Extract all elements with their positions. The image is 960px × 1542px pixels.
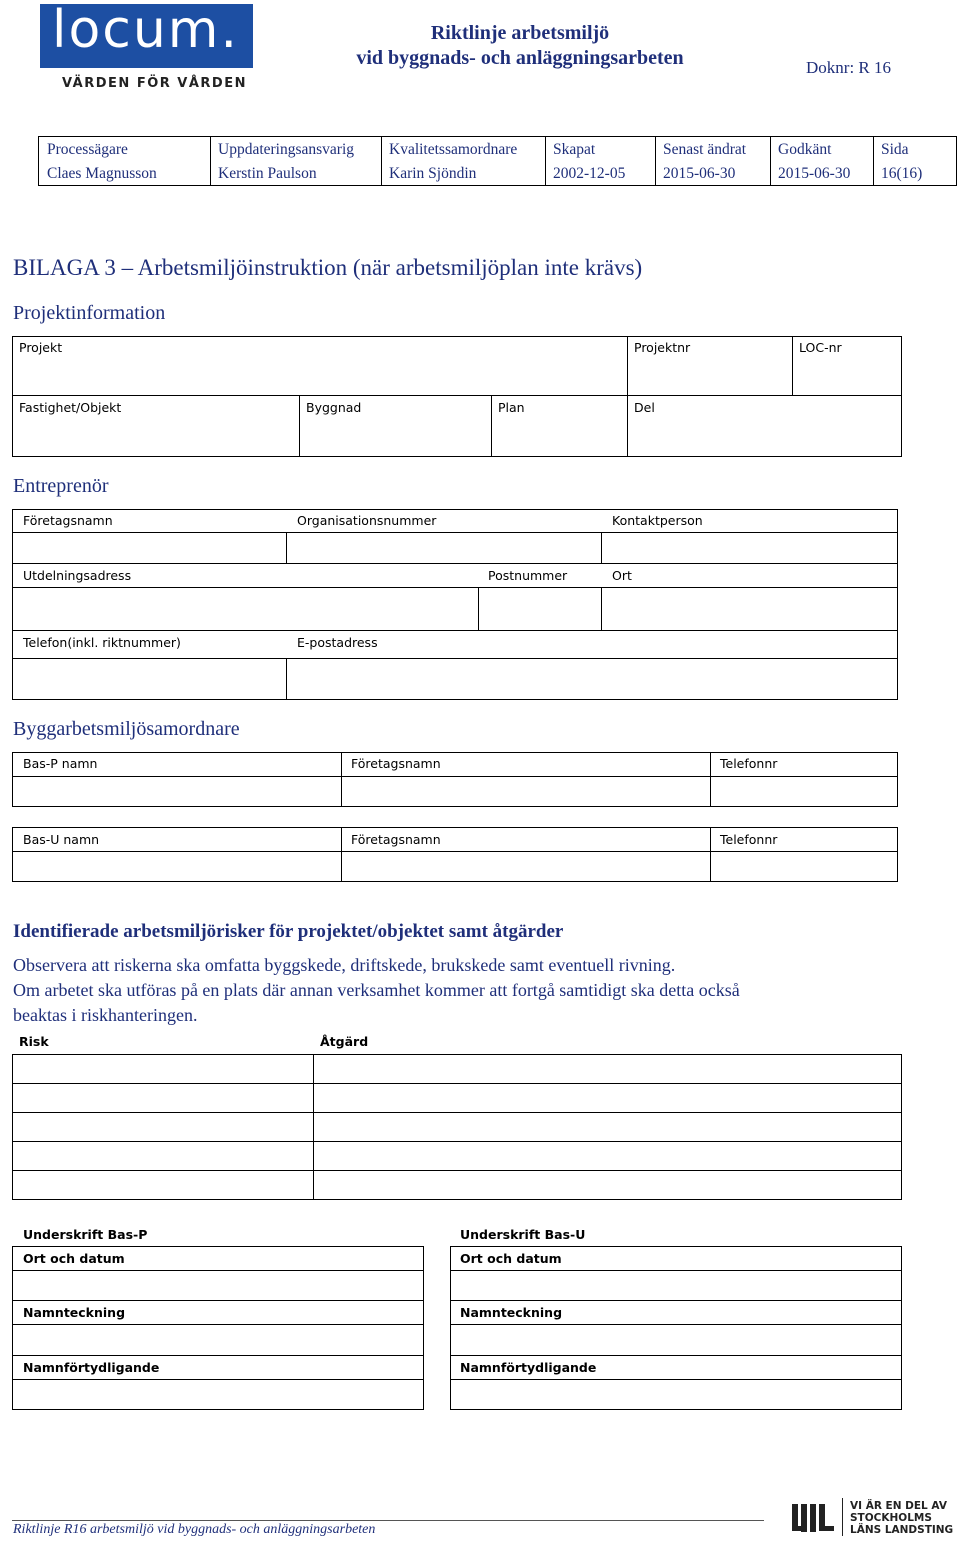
field-telefon: Telefon(inkl. riktnummer) [23,635,181,650]
project-info-table [12,336,902,457]
bas-heading: Byggarbetsmiljösamordnare [13,718,240,740]
meta-label-skapat: Skapat [553,141,596,158]
meta-value-godkant: 2015-06-30 [778,165,851,182]
sll-divider [842,1498,843,1536]
col-risk-header: Risk [19,1034,49,1049]
sign-right-title: Underskrift Bas-U [460,1227,586,1242]
sll-line3: LÄNS LANDSTING [850,1524,954,1536]
footer-text: Riktlinje R16 arbetsmiljö vid byggnads- och anläggningsarbeten [13,1522,376,1537]
col-action-header: Åtgärd [320,1034,369,1049]
meta-value-processagare: Claes Magnusson [47,165,157,182]
sign-right-place-date: Ort och datum [460,1251,562,1266]
risks-note-line1: Observera att riskerna ska omfatta byggskede, driftskede, brukskede samt eventuell rivning. [13,955,676,975]
field-bas-p-namn: Bas-P namn [23,756,98,771]
risks-heading: Identifierade arbetsmiljörisker för projektet/objektet samt åtgärder [13,921,564,942]
field-del: Del [634,400,655,415]
sll-logo-icon [790,1500,836,1536]
field-projektnr: Projektnr [634,340,691,355]
contractor-table [12,509,898,700]
meta-value-skapat: 2002-12-05 [553,165,626,182]
risks-note-line2: Om arbetet ska utföras på en plats där annan verksamhet kommer att fortgå samtidigt ska detta också [13,980,740,1000]
sll-line2: STOCKHOLMS [850,1512,932,1524]
field-byggnad: Byggnad [306,400,362,415]
sign-left-signature: Namnteckning [23,1305,126,1320]
locum-logo [40,0,253,68]
field-fastighet: Fastighet/Objekt [19,400,122,415]
logo-tagline: VÄRDEN FÖR VÅRDEN [62,76,247,91]
meta-label-godkant: Godkänt [778,141,832,158]
contractor-heading: Entreprenör [13,475,109,497]
meta-label-processagare: Processägare [47,141,128,158]
header-title-line2: vid byggnads- och anläggningsarbeten [356,47,684,69]
meta-label-kvalitet: Kvalitetssamordnare [389,141,518,158]
field-bas-p-foretag: Företagsnamn [351,756,441,771]
sign-left-title: Underskrift Bas-P [23,1227,148,1242]
field-bas-u-foretag: Företagsnamn [351,832,441,847]
meta-value-kvalitet: Karin Sjöndin [389,165,477,182]
sign-left-clarification: Namnförtydligande [23,1360,160,1375]
field-utdelningsadress: Utdelningsadress [23,568,132,583]
field-plan: Plan [498,400,525,415]
meta-value-sida: 16(16) [881,165,923,182]
risks-note-line3: beaktas i riskhanteringen. [13,1005,198,1025]
meta-label-uppdatering: Uppdateringsansvarig [218,141,355,158]
field-foretagsnamn: Företagsnamn [23,513,113,528]
field-bas-u-telefon: Telefonnr [720,832,778,847]
field-postnummer: Postnummer [488,568,568,583]
meta-label-senast: Senast ändrat [663,141,747,158]
footer-rule [12,1520,764,1521]
sign-right-signature: Namnteckning [460,1305,563,1320]
page-title: BILAGA 3 – Arbetsmiljöinstruktion (när arbetsmiljöplan inte krävs) [13,255,643,280]
project-info-heading: Projektinformation [13,302,166,324]
sign-right-clarification: Namnförtydligande [460,1360,597,1375]
risk-table [12,1054,902,1200]
field-bas-p-telefon: Telefonnr [720,756,778,771]
field-projekt: Projekt [19,340,63,355]
field-bas-u-namn: Bas-U namn [23,832,100,847]
meta-value-senast: 2015-06-30 [663,165,736,182]
header-title-line1: Riktlinje arbetsmiljö [430,22,610,44]
logo-text: locum. [52,0,239,60]
field-kontaktperson: Kontaktperson [612,513,703,528]
meta-label-sida: Sida [881,141,909,158]
field-orgnr: Organisationsnummer [297,513,437,528]
sll-line1: VI ÄR EN DEL AV [850,1500,947,1512]
doc-number: Doknr: R 16 [806,58,891,77]
meta-value-uppdatering: Kerstin Paulson [218,165,317,182]
field-loc-nr: LOC-nr [799,340,842,355]
sign-left-place-date: Ort och datum [23,1251,125,1266]
field-ort: Ort [612,568,632,583]
field-epost: E-postadress [297,635,378,650]
